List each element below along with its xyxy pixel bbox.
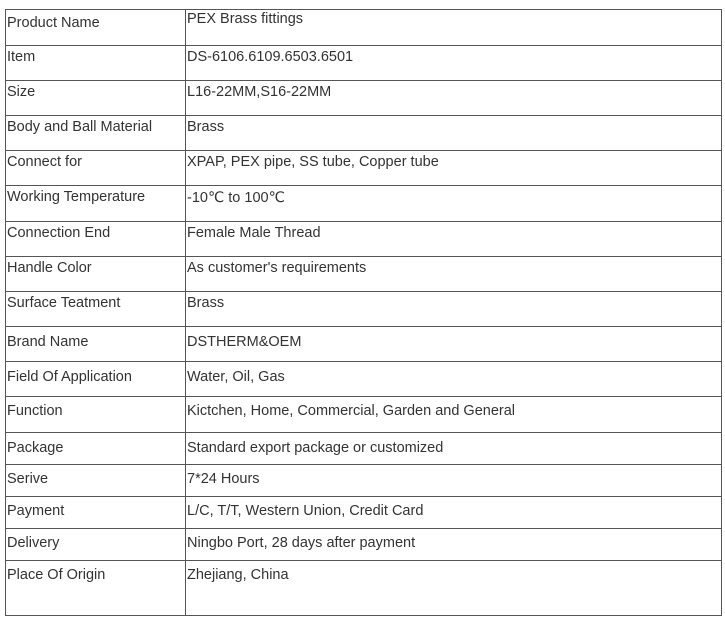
row-label: Field Of Application — [6, 362, 186, 397]
row-label: Item — [6, 46, 186, 81]
table-row — [6, 151, 722, 186]
row-label: Function — [6, 397, 186, 433]
table-row — [6, 397, 722, 433]
row-label: Package — [6, 433, 186, 465]
table-row — [6, 362, 722, 397]
row-label: Body and Ball Material — [6, 116, 186, 151]
table-row — [6, 327, 722, 362]
row-label: Place Of Origin — [6, 561, 186, 616]
row-value: Brass — [186, 292, 722, 327]
row-value: Ningbo Port, 28 days after payment — [186, 529, 722, 561]
row-label: Connect for — [6, 151, 186, 186]
row-value: -10℃ to 100℃ — [186, 186, 722, 222]
table-row — [6, 81, 722, 116]
row-value: Water, Oil, Gas — [186, 362, 722, 397]
row-label: Connection End — [6, 222, 186, 257]
row-value: Kictchen, Home, Commercial, Garden and General — [186, 397, 722, 433]
table-row — [6, 465, 722, 497]
row-label: Serive — [6, 465, 186, 497]
row-label: Working Temperature — [6, 186, 186, 222]
row-value: DSTHERM&OEM — [186, 327, 722, 362]
row-value: PEX Brass fittings — [186, 10, 722, 46]
spec-table — [5, 9, 722, 616]
row-value: Zhejiang, China — [186, 561, 722, 616]
row-value: As customer's requirements — [186, 257, 722, 292]
row-value: Standard export package or customized — [186, 433, 722, 465]
table-row — [6, 10, 722, 46]
row-value: Female Male Thread — [186, 222, 722, 257]
row-value: L16-22MM,S16-22MM — [186, 81, 722, 116]
table-row — [6, 529, 722, 561]
table-row — [6, 561, 722, 616]
table-row — [6, 116, 722, 151]
table-row — [6, 433, 722, 465]
row-label: Size — [6, 81, 186, 116]
row-value: XPAP, PEX pipe, SS tube, Copper tube — [186, 151, 722, 186]
table-row — [6, 497, 722, 529]
table-row — [6, 257, 722, 292]
row-value: L/C, T/T, Western Union, Credit Card — [186, 497, 722, 529]
row-value: DS-6106.6109.6503.6501 — [186, 46, 722, 81]
row-value: Brass — [186, 116, 722, 151]
table-row — [6, 46, 722, 81]
row-value: 7*24 Hours — [186, 465, 722, 497]
row-label: Payment — [6, 497, 186, 529]
row-label: Brand Name — [6, 327, 186, 362]
table-row — [6, 186, 722, 222]
row-label: Product Name — [6, 10, 186, 46]
row-label: Delivery — [6, 529, 186, 561]
table-row — [6, 222, 722, 257]
row-label: Surface Teatment — [6, 292, 186, 327]
row-label: Handle Color — [6, 257, 186, 292]
table-row — [6, 292, 722, 327]
